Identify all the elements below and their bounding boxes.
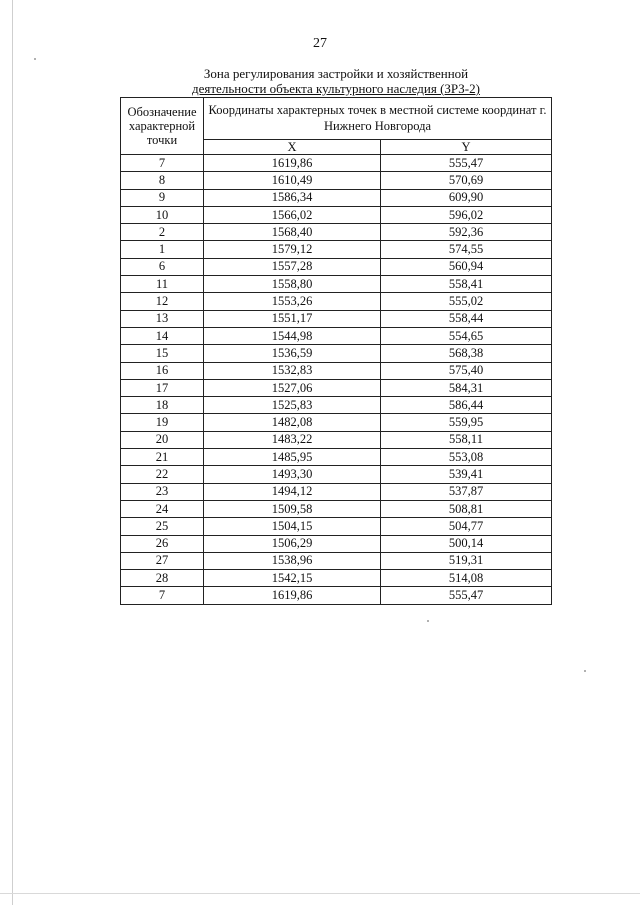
table-row (121, 293, 552, 310)
column-header-coordinates: Координаты характерных точек в местной системе координат г. Нижнего Новгорода (204, 98, 552, 140)
cell-x: 1610,49 (204, 172, 381, 189)
scan-speck (584, 670, 586, 672)
column-header-point: Обозначение характерной точки (121, 98, 204, 155)
table-row (121, 172, 552, 189)
cell-point: 8 (121, 172, 204, 189)
cell-x: 1551,17 (204, 310, 381, 327)
cell-x: 1544,98 (204, 327, 381, 344)
cell-x: 1509,58 (204, 500, 381, 517)
table-row (121, 189, 552, 206)
table-row (121, 500, 552, 517)
page-number: 27 (313, 36, 327, 51)
table-row (121, 224, 552, 241)
cell-x: 1485,95 (204, 449, 381, 466)
cell-y: 555,47 (381, 587, 552, 604)
cell-x: 1568,40 (204, 224, 381, 241)
title-line-1: Зона регулирования застройки и хозяйственной (203, 66, 469, 81)
cell-x: 1527,06 (204, 379, 381, 396)
table-body (121, 155, 552, 605)
cell-point: 9 (121, 189, 204, 206)
cell-point: 23 (121, 483, 204, 500)
cell-x: 1525,83 (204, 397, 381, 414)
cell-x: 1494,12 (204, 483, 381, 500)
cell-x: 1557,28 (204, 258, 381, 275)
table-row (121, 449, 552, 466)
table-row (121, 310, 552, 327)
table-header-row (121, 98, 552, 140)
cell-point: 19 (121, 414, 204, 431)
cell-y: 553,08 (381, 449, 552, 466)
cell-point: 18 (121, 397, 204, 414)
cell-x: 1532,83 (204, 362, 381, 379)
document-title (120, 66, 552, 96)
table-row (121, 466, 552, 483)
cell-point: 11 (121, 276, 204, 293)
table-row (121, 397, 552, 414)
cell-x: 1536,59 (204, 345, 381, 362)
table-row (121, 206, 552, 223)
cell-x: 1586,34 (204, 189, 381, 206)
cell-x: 1619,86 (204, 587, 381, 604)
cell-x: 1506,29 (204, 535, 381, 552)
cell-point: 12 (121, 293, 204, 310)
cell-y: 537,87 (381, 483, 552, 500)
cell-y: 592,36 (381, 224, 552, 241)
cell-y: 609,90 (381, 189, 552, 206)
scan-speck (34, 58, 36, 60)
table-row (121, 483, 552, 500)
cell-point: 25 (121, 518, 204, 535)
cell-y: 558,41 (381, 276, 552, 293)
cell-y: 559,95 (381, 414, 552, 431)
cell-x: 1538,96 (204, 552, 381, 569)
cell-x: 1566,02 (204, 206, 381, 223)
cell-point: 15 (121, 345, 204, 362)
cell-point: 27 (121, 552, 204, 569)
cell-point: 1 (121, 241, 204, 258)
cell-point: 17 (121, 379, 204, 396)
cell-y: 560,94 (381, 258, 552, 275)
cell-point: 7 (121, 587, 204, 604)
cell-point: 14 (121, 327, 204, 344)
cell-point: 28 (121, 570, 204, 587)
cell-y: 568,38 (381, 345, 552, 362)
cell-point: 26 (121, 535, 204, 552)
cell-point: 20 (121, 431, 204, 448)
coordinates-table (120, 97, 552, 605)
cell-y: 555,02 (381, 293, 552, 310)
cell-y: 558,11 (381, 431, 552, 448)
cell-x: 1558,80 (204, 276, 381, 293)
table-row (121, 345, 552, 362)
table-row (121, 379, 552, 396)
title-line-2: деятельности объекта культурного наследия (ЗРЗ-2) (192, 81, 480, 96)
cell-point: 22 (121, 466, 204, 483)
cell-y: 586,44 (381, 397, 552, 414)
cell-y: 514,08 (381, 570, 552, 587)
cell-y: 554,65 (381, 327, 552, 344)
table-row (121, 276, 552, 293)
table-row (121, 535, 552, 552)
table-row (121, 431, 552, 448)
table-row (121, 552, 552, 569)
cell-y: 539,41 (381, 466, 552, 483)
cell-y: 519,31 (381, 552, 552, 569)
cell-x: 1482,08 (204, 414, 381, 431)
cell-y: 596,02 (381, 206, 552, 223)
cell-x: 1504,15 (204, 518, 381, 535)
table-row (121, 155, 552, 172)
table-row (121, 587, 552, 604)
cell-y: 570,69 (381, 172, 552, 189)
cell-point: 21 (121, 449, 204, 466)
cell-point: 2 (121, 224, 204, 241)
cell-y: 574,55 (381, 241, 552, 258)
scan-bottom-line (0, 893, 640, 894)
table-row (121, 241, 552, 258)
table-row (121, 414, 552, 431)
cell-x: 1493,30 (204, 466, 381, 483)
cell-x: 1579,12 (204, 241, 381, 258)
scan-edge-line (12, 0, 13, 905)
cell-point: 24 (121, 500, 204, 517)
table-row (121, 327, 552, 344)
cell-x: 1483,22 (204, 431, 381, 448)
scan-speck (427, 620, 429, 622)
cell-y: 558,44 (381, 310, 552, 327)
cell-y: 504,77 (381, 518, 552, 535)
cell-y: 584,31 (381, 379, 552, 396)
cell-point: 10 (121, 206, 204, 223)
cell-point: 7 (121, 155, 204, 172)
cell-y: 555,47 (381, 155, 552, 172)
cell-x: 1553,26 (204, 293, 381, 310)
cell-point: 16 (121, 362, 204, 379)
table-row (121, 518, 552, 535)
cell-y: 500,14 (381, 535, 552, 552)
table-row (121, 570, 552, 587)
column-header-x: X (204, 139, 381, 154)
cell-y: 508,81 (381, 500, 552, 517)
cell-x: 1542,15 (204, 570, 381, 587)
column-header-y: Y (381, 139, 552, 154)
table-row (121, 362, 552, 379)
cell-y: 575,40 (381, 362, 552, 379)
cell-x: 1619,86 (204, 155, 381, 172)
cell-point: 6 (121, 258, 204, 275)
table-row (121, 258, 552, 275)
cell-point: 13 (121, 310, 204, 327)
